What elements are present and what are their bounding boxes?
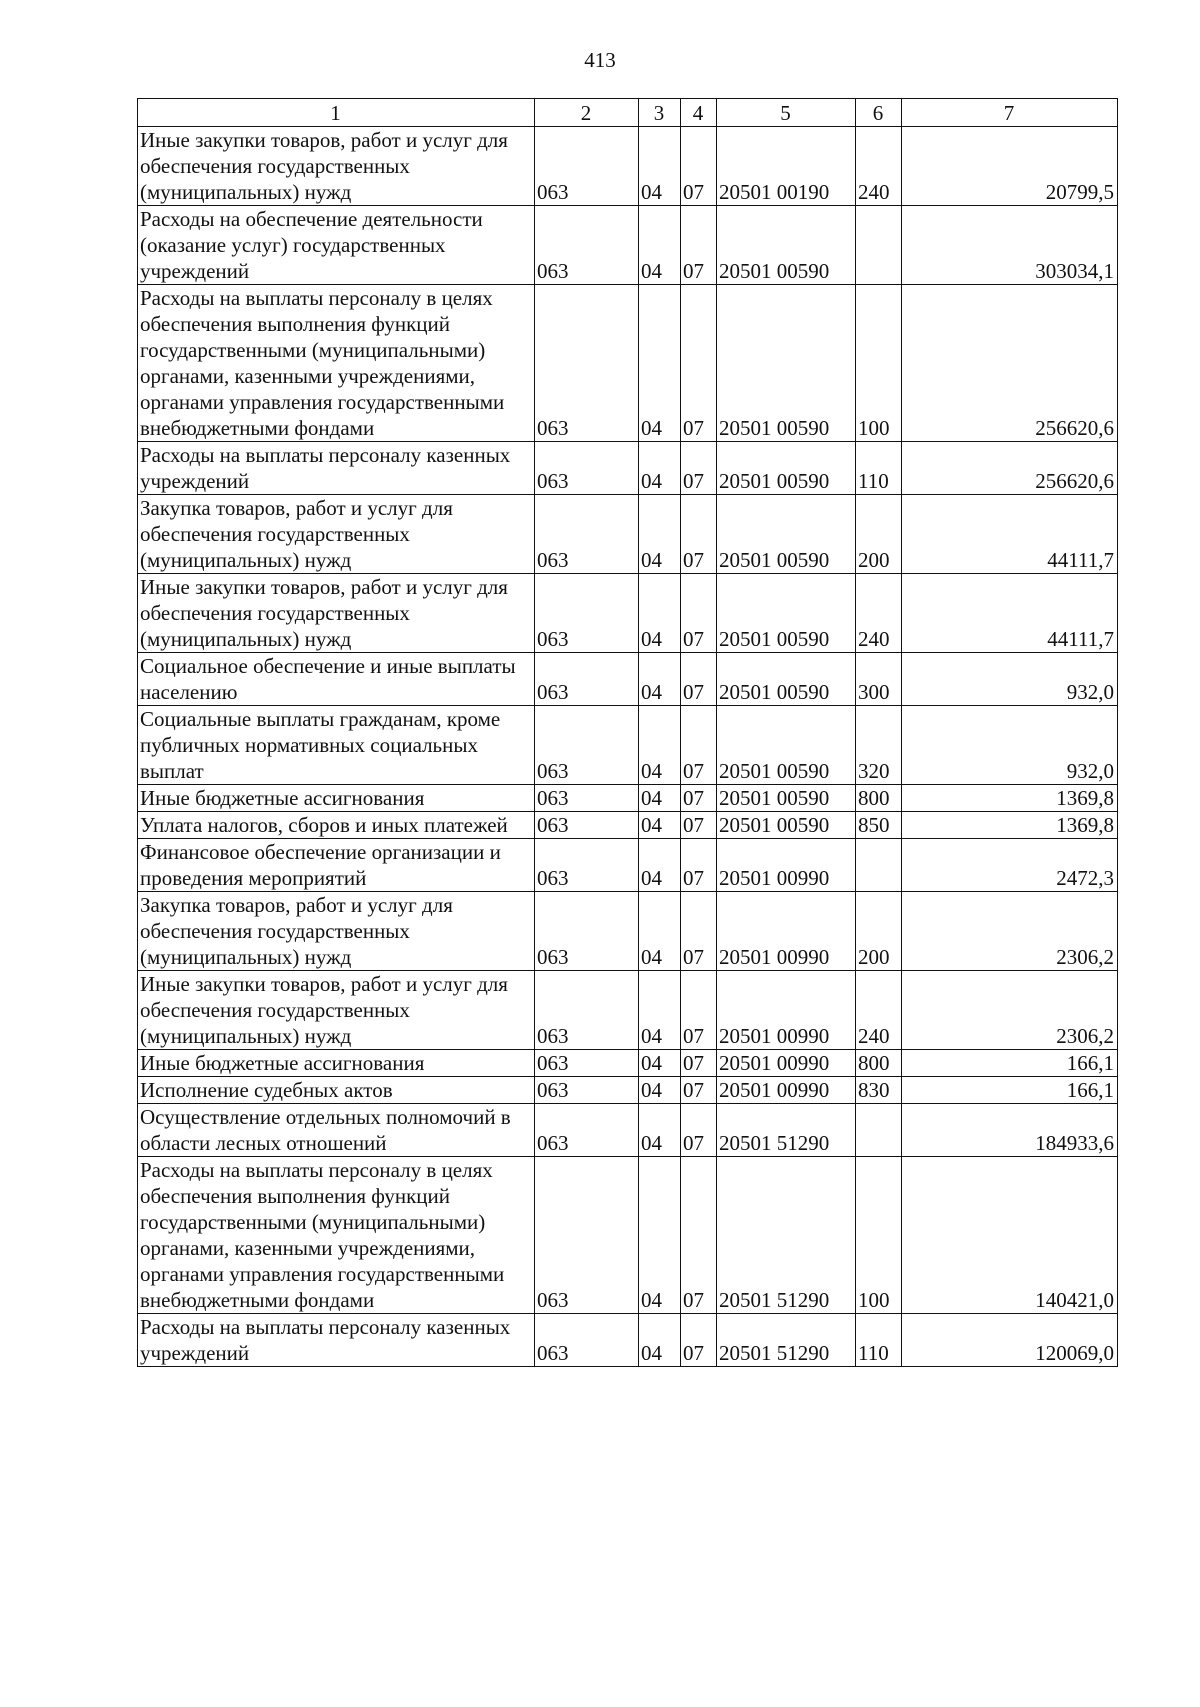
- target-article-cell: 20501 00990: [717, 892, 856, 971]
- amount-cell: 166,1: [902, 1050, 1118, 1077]
- expense-type-cell: [856, 206, 902, 285]
- ministry-code-cell: 063: [535, 785, 639, 812]
- target-article-cell: 20501 00590: [717, 285, 856, 442]
- expense-name-cell: Расходы на обеспечение деятельности (оказание услуг) государственных учреждений: [138, 206, 535, 285]
- subsection-code-cell: 07: [681, 206, 717, 285]
- expense-type-cell: 240: [856, 574, 902, 653]
- table-row: [138, 971, 1118, 1050]
- ministry-code-cell: 063: [535, 812, 639, 839]
- section-code-cell: 04: [639, 285, 681, 442]
- table-row: [138, 574, 1118, 653]
- table-row: [138, 785, 1118, 812]
- table-row: [138, 1157, 1118, 1314]
- table-row: [138, 127, 1118, 206]
- subsection-code-cell: 07: [681, 839, 717, 892]
- ministry-code-cell: 063: [535, 706, 639, 785]
- table-row: [138, 839, 1118, 892]
- ministry-code-cell: 063: [535, 574, 639, 653]
- target-article-cell: 20501 51290: [717, 1157, 856, 1314]
- ministry-code-cell: 063: [535, 892, 639, 971]
- expense-name-cell: Иные закупки товаров, работ и услуг для обеспечения государственных (муниципальных) нужд: [138, 127, 535, 206]
- column-header: 5: [717, 99, 856, 127]
- expense-name-cell: Расходы на выплаты персоналу казенных учреждений: [138, 1314, 535, 1367]
- target-article-cell: 20501 00590: [717, 574, 856, 653]
- target-article-cell: 20501 00590: [717, 653, 856, 706]
- section-code-cell: 04: [639, 206, 681, 285]
- subsection-code-cell: 07: [681, 653, 717, 706]
- amount-cell: 2472,3: [902, 839, 1118, 892]
- ministry-code-cell: 063: [535, 127, 639, 206]
- table-row: [138, 495, 1118, 574]
- column-header: 6: [856, 99, 902, 127]
- column-header: 4: [681, 99, 717, 127]
- subsection-code-cell: 07: [681, 1157, 717, 1314]
- table-row: [138, 892, 1118, 971]
- target-article-cell: 20501 00590: [717, 812, 856, 839]
- section-code-cell: 04: [639, 653, 681, 706]
- expense-name-cell: Исполнение судебных актов: [138, 1077, 535, 1104]
- amount-cell: 44111,7: [902, 495, 1118, 574]
- expense-type-cell: 240: [856, 971, 902, 1050]
- expense-name-cell: Социальное обеспечение и иные выплаты населению: [138, 653, 535, 706]
- amount-cell: 1369,8: [902, 785, 1118, 812]
- table-row: [138, 1077, 1118, 1104]
- column-header: 7: [902, 99, 1118, 127]
- expense-name-cell: Уплата налогов, сборов и иных платежей: [138, 812, 535, 839]
- subsection-code-cell: 07: [681, 1314, 717, 1367]
- target-article-cell: 20501 51290: [717, 1314, 856, 1367]
- amount-cell: 20799,5: [902, 127, 1118, 206]
- expense-type-cell: 110: [856, 1314, 902, 1367]
- ministry-code-cell: 063: [535, 1104, 639, 1157]
- table-row: [138, 653, 1118, 706]
- table-row: [138, 706, 1118, 785]
- ministry-code-cell: 063: [535, 971, 639, 1050]
- expense-name-cell: Иные бюджетные ассигнования: [138, 1050, 535, 1077]
- subsection-code-cell: 07: [681, 495, 717, 574]
- expense-name-cell: Расходы на выплаты персоналу казенных учреждений: [138, 442, 535, 495]
- amount-cell: 303034,1: [902, 206, 1118, 285]
- section-code-cell: 04: [639, 706, 681, 785]
- ministry-code-cell: 063: [535, 1157, 639, 1314]
- expense-type-cell: 800: [856, 1050, 902, 1077]
- section-code-cell: 04: [639, 892, 681, 971]
- column-header: 2: [535, 99, 639, 127]
- expense-type-cell: [856, 839, 902, 892]
- section-code-cell: 04: [639, 839, 681, 892]
- subsection-code-cell: 07: [681, 706, 717, 785]
- section-code-cell: 04: [639, 812, 681, 839]
- table-row: [138, 206, 1118, 285]
- expense-name-cell: Иные бюджетные ассигнования: [138, 785, 535, 812]
- section-code-cell: 04: [639, 1104, 681, 1157]
- target-article-cell: 20501 00990: [717, 839, 856, 892]
- subsection-code-cell: 07: [681, 574, 717, 653]
- target-article-cell: 20501 00590: [717, 495, 856, 574]
- table-body: [138, 127, 1118, 1367]
- section-code-cell: 04: [639, 1314, 681, 1367]
- section-code-cell: 04: [639, 495, 681, 574]
- amount-cell: 184933,6: [902, 1104, 1118, 1157]
- target-article-cell: 20501 00590: [717, 785, 856, 812]
- expense-type-cell: 110: [856, 442, 902, 495]
- amount-cell: 256620,6: [902, 285, 1118, 442]
- expense-name-cell: Иные закупки товаров, работ и услуг для обеспечения государственных (муниципальных) нужд: [138, 574, 535, 653]
- expense-type-cell: 200: [856, 495, 902, 574]
- section-code-cell: 04: [639, 785, 681, 812]
- subsection-code-cell: 07: [681, 971, 717, 1050]
- expense-type-cell: 100: [856, 1157, 902, 1314]
- target-article-cell: 20501 00590: [717, 706, 856, 785]
- budget-table: [137, 98, 1118, 1367]
- amount-cell: 2306,2: [902, 892, 1118, 971]
- expense-type-cell: 850: [856, 812, 902, 839]
- subsection-code-cell: 07: [681, 812, 717, 839]
- subsection-code-cell: 07: [681, 285, 717, 442]
- ministry-code-cell: 063: [535, 495, 639, 574]
- amount-cell: 120069,0: [902, 1314, 1118, 1367]
- subsection-code-cell: 07: [681, 785, 717, 812]
- target-article-cell: 20501 51290: [717, 1104, 856, 1157]
- amount-cell: 2306,2: [902, 971, 1118, 1050]
- table-row: [138, 1104, 1118, 1157]
- expense-name-cell: Социальные выплаты гражданам, кроме публичных нормативных социальных выплат: [138, 706, 535, 785]
- subsection-code-cell: 07: [681, 1077, 717, 1104]
- column-header: 1: [138, 99, 535, 127]
- table-row: [138, 1050, 1118, 1077]
- ministry-code-cell: 063: [535, 839, 639, 892]
- section-code-cell: 04: [639, 1157, 681, 1314]
- amount-cell: 140421,0: [902, 1157, 1118, 1314]
- section-code-cell: 04: [639, 574, 681, 653]
- expense-type-cell: 100: [856, 285, 902, 442]
- subsection-code-cell: 07: [681, 892, 717, 971]
- table-row: [138, 442, 1118, 495]
- table-row: [138, 812, 1118, 839]
- amount-cell: 166,1: [902, 1077, 1118, 1104]
- amount-cell: 932,0: [902, 706, 1118, 785]
- amount-cell: 44111,7: [902, 574, 1118, 653]
- amount-cell: 256620,6: [902, 442, 1118, 495]
- page-number: 413: [584, 48, 616, 72]
- target-article-cell: 20501 00990: [717, 1050, 856, 1077]
- subsection-code-cell: 07: [681, 1050, 717, 1077]
- expense-name-cell: Расходы на выплаты персоналу в целях обеспечения выполнения функций государственными (муниципальными) органами, казенными учреждениями, органами управления государственными внебюджетными фондами: [138, 1157, 535, 1314]
- expense-type-cell: 200: [856, 892, 902, 971]
- expense-name-cell: Финансовое обеспечение организации и проведения мероприятий: [138, 839, 535, 892]
- expense-type-cell: 320: [856, 706, 902, 785]
- expense-name-cell: Закупка товаров, работ и услуг для обеспечения государственных (муниципальных) нужд: [138, 892, 535, 971]
- expense-type-cell: [856, 1104, 902, 1157]
- expense-type-cell: 800: [856, 785, 902, 812]
- expense-name-cell: Закупка товаров, работ и услуг для обеспечения государственных (муниципальных) нужд: [138, 495, 535, 574]
- target-article-cell: 20501 00990: [717, 1077, 856, 1104]
- target-article-cell: 20501 00590: [717, 206, 856, 285]
- target-article-cell: 20501 00990: [717, 971, 856, 1050]
- subsection-code-cell: 07: [681, 442, 717, 495]
- section-code-cell: 04: [639, 1050, 681, 1077]
- expense-name-cell: Осуществление отдельных полномочий в области лесных отношений: [138, 1104, 535, 1157]
- expense-type-cell: 300: [856, 653, 902, 706]
- table-header-row: [138, 99, 1118, 127]
- column-header: 3: [639, 99, 681, 127]
- expense-type-cell: 830: [856, 1077, 902, 1104]
- ministry-code-cell: 063: [535, 653, 639, 706]
- expense-type-cell: 240: [856, 127, 902, 206]
- section-code-cell: 04: [639, 971, 681, 1050]
- ministry-code-cell: 063: [535, 206, 639, 285]
- ministry-code-cell: 063: [535, 1314, 639, 1367]
- section-code-cell: 04: [639, 127, 681, 206]
- target-article-cell: 20501 00190: [717, 127, 856, 206]
- ministry-code-cell: 063: [535, 442, 639, 495]
- subsection-code-cell: 07: [681, 1104, 717, 1157]
- ministry-code-cell: 063: [535, 1077, 639, 1104]
- ministry-code-cell: 063: [535, 285, 639, 442]
- ministry-code-cell: 063: [535, 1050, 639, 1077]
- subsection-code-cell: 07: [681, 127, 717, 206]
- section-code-cell: 04: [639, 442, 681, 495]
- section-code-cell: 04: [639, 1077, 681, 1104]
- amount-cell: 1369,8: [902, 812, 1118, 839]
- expense-name-cell: Иные закупки товаров, работ и услуг для обеспечения государственных (муниципальных) нужд: [138, 971, 535, 1050]
- table-row: [138, 285, 1118, 442]
- target-article-cell: 20501 00590: [717, 442, 856, 495]
- expense-name-cell: Расходы на выплаты персоналу в целях обеспечения выполнения функций государственными (муниципальными) органами, казенными учреждениями, органами управления государственными внебюджетными фондами: [138, 285, 535, 442]
- amount-cell: 932,0: [902, 653, 1118, 706]
- table-row: [138, 1314, 1118, 1367]
